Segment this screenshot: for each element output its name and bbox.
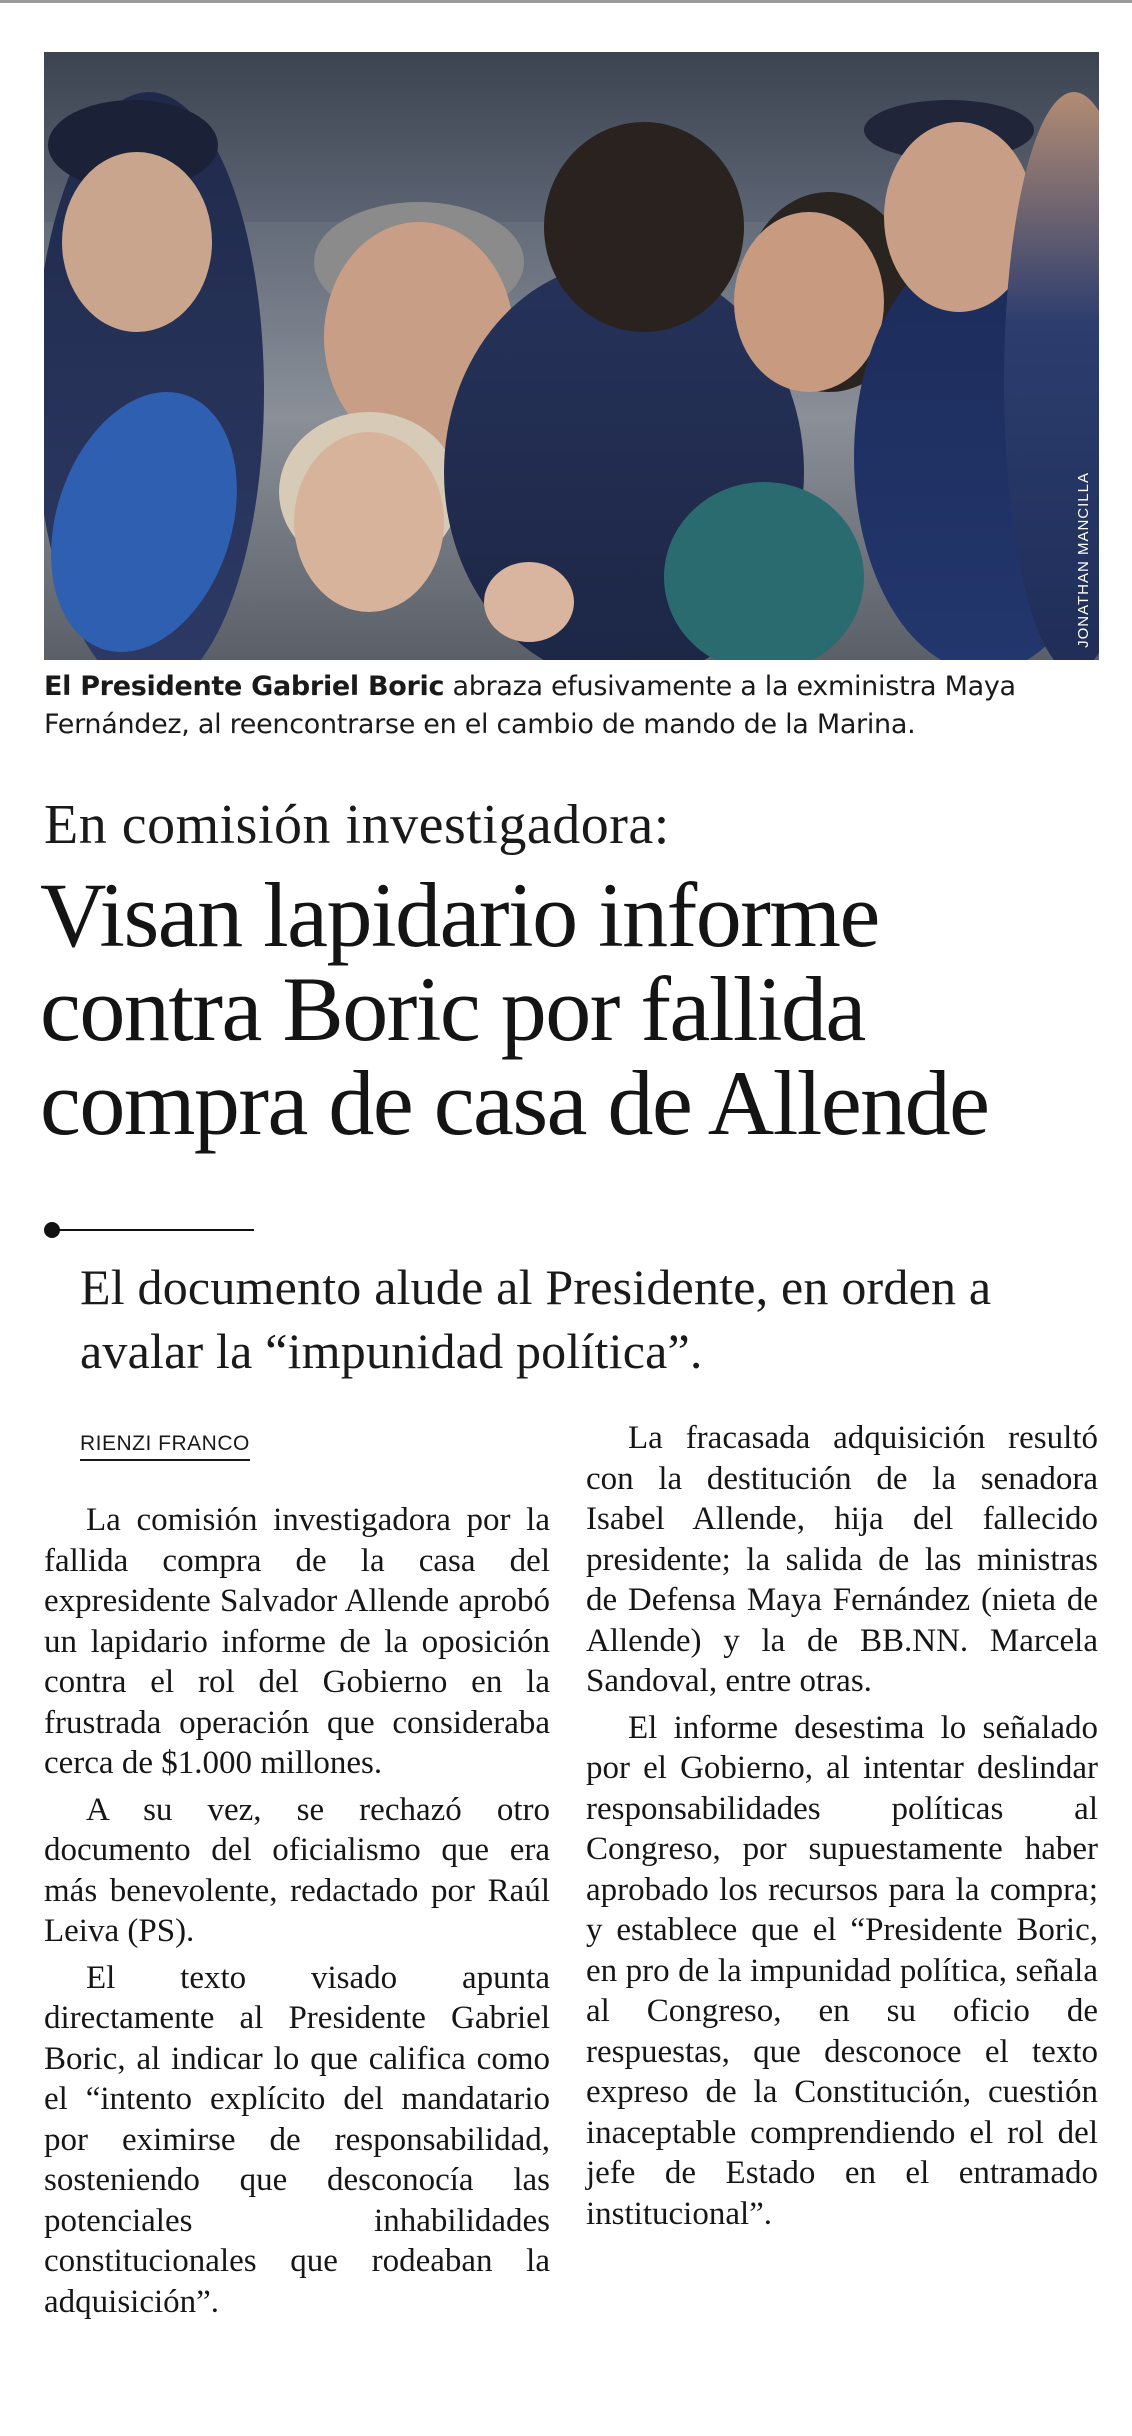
photo-officer-face bbox=[62, 152, 212, 332]
kicker: En comisión investigadora: bbox=[44, 794, 670, 856]
caption-text: abraza efusivamente a la exministra Maya Fernández, al reencontrarse en el cambio de mando de la Marina. bbox=[44, 671, 1016, 740]
article-column-right bbox=[586, 1418, 1098, 2240]
caption-bold: El Presidente Gabriel Boric bbox=[44, 671, 445, 702]
paragraph: A su vez, se rechazó otro documento del oficialismo que era más benevolente, redactado por Raúl Leiva (PS). bbox=[44, 1791, 550, 1949]
photo-credit: JONATHAN MANCILLA bbox=[1075, 472, 1092, 648]
photo-minister-face bbox=[734, 212, 884, 392]
byline: RIENZI FRANCO bbox=[80, 1432, 250, 1461]
paragraph: El informe desestima lo señalado por el Gobierno, al intentar deslindar responsabilidades políticas al Congreso, por supuestamente haber aprobado los recursos para la compra; y establece que el “Presidente Boric, en pro de la impunidad política, señala al Congreso, en su oficio de respuestas, que desconoce el texto expreso de la Constitución, cuestión inaceptable comprendiendo el rol del jefe de Estado en el entramado institucional”. bbox=[586, 1709, 1098, 2232]
paragraph: El texto visado apunta directamente al Presidente Gabriel Boric, al indicar lo que califica como el “intento explícito del mandatario por eximirse de responsabilidad, sosteniendo que desconocía las potenciales inhabilidades constitucionales que rodeaban la adquisición”. bbox=[44, 1959, 550, 2320]
subheadline: El documento alude al Presidente, en orden a avalar la “impunidad política”. bbox=[80, 1259, 992, 1379]
article-column-left bbox=[44, 1500, 550, 2328]
top-rule bbox=[0, 0, 1132, 3]
photo-minister-sleeve bbox=[664, 482, 864, 660]
paragraph: La comisión investigadora por la fallida compra de la casa del expresidente Salvador Allende aprobó un lapidario informe de la oposición contra el rol del Gobierno en la frustrada operación que consideraba cerca de $1.000 millones. bbox=[44, 1502, 550, 1781]
photo-caption bbox=[44, 668, 1104, 744]
paragraph: La fracasada adquisición resultó con la destitución de la senadora Isabel Allende, hija del fallecido presidente; la salida de las ministras de Defensa Maya Fernández (nieta de Allende) y la de BB.NN. Marcela Sandoval, entre otras. bbox=[586, 1420, 1098, 1699]
headline: Visan lapidario informe contra Boric por fallida compra de casa de Allende bbox=[40, 864, 989, 1154]
news-photo bbox=[44, 52, 1099, 660]
photo-president-head bbox=[544, 122, 744, 332]
bullet-rule bbox=[54, 1229, 254, 1231]
photo-woman-face bbox=[294, 432, 444, 612]
photo-hand bbox=[484, 562, 574, 642]
